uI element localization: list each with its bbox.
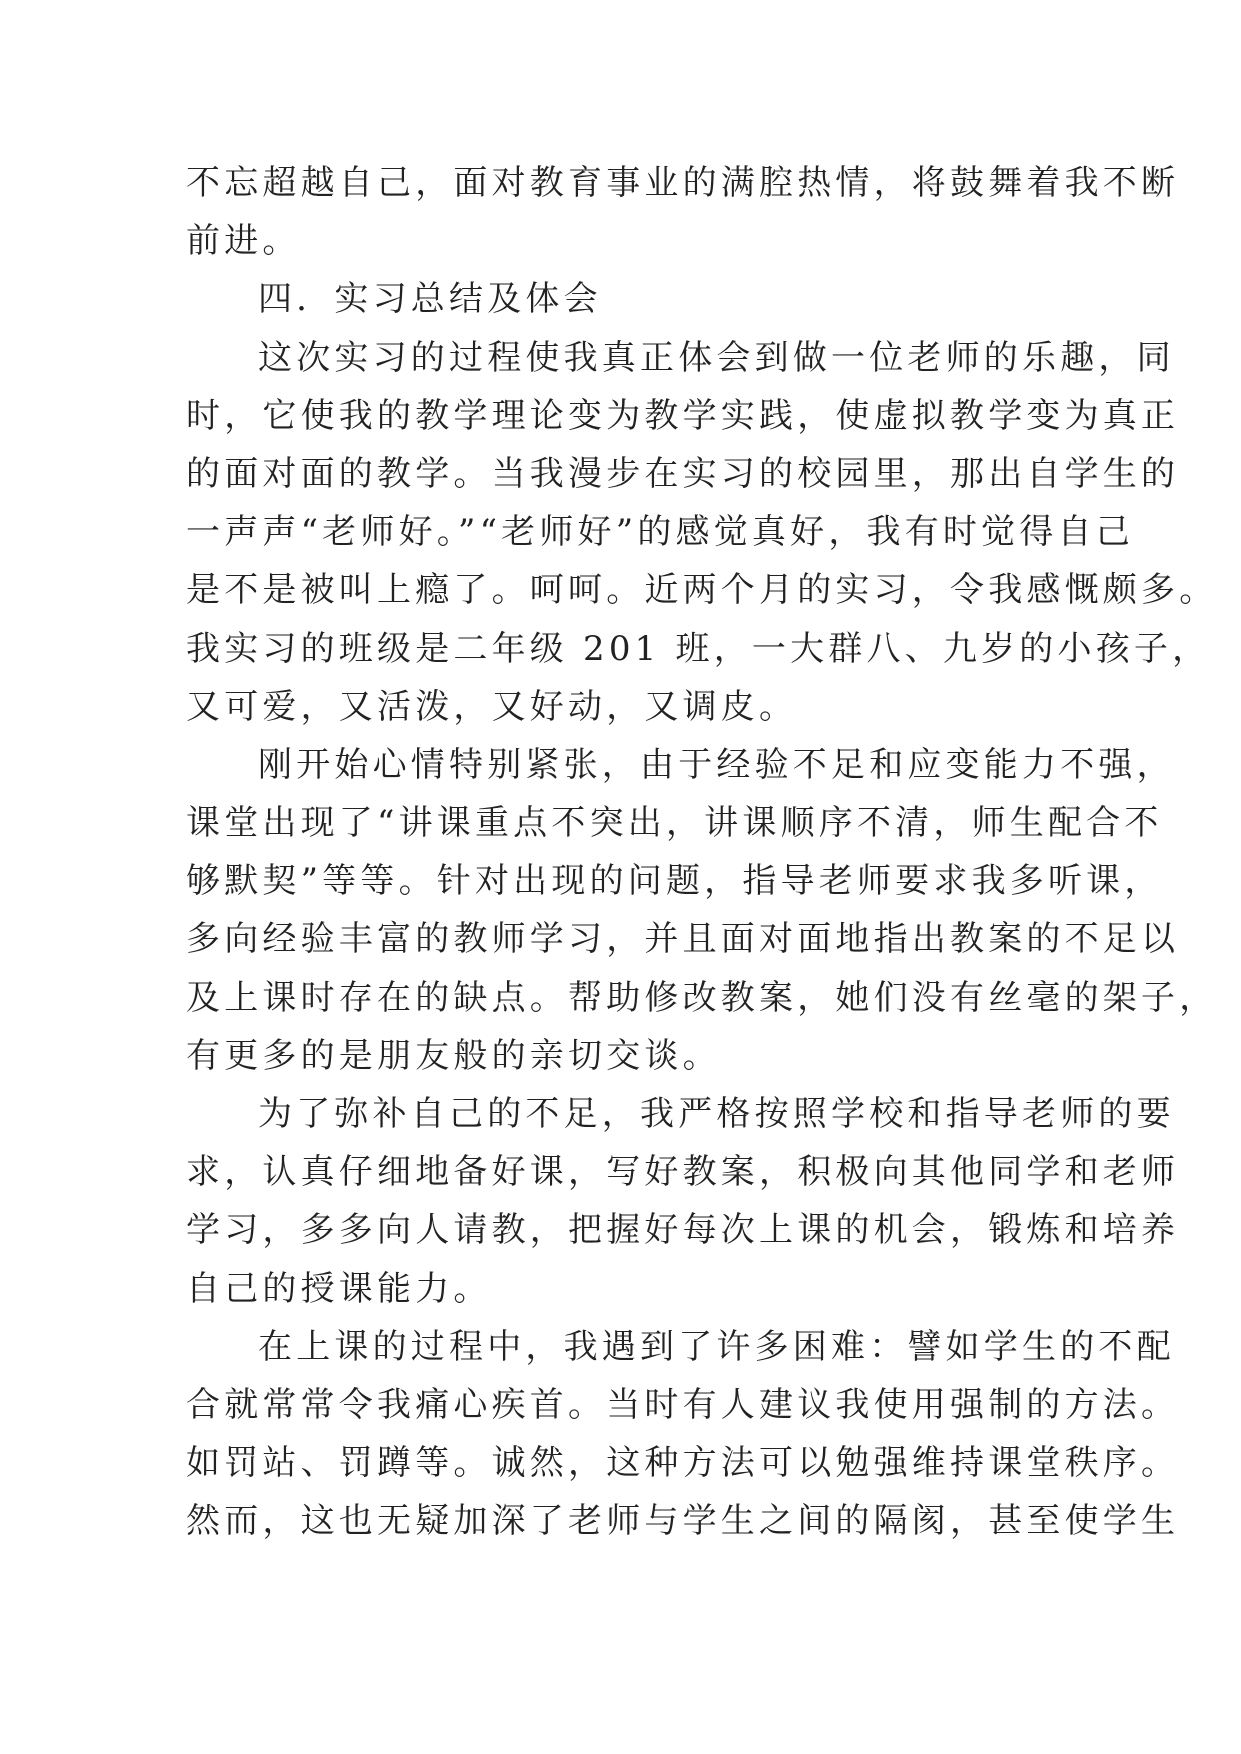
text-line: 这次实习的过程使我真正体会到做一位老师的乐趣，同 <box>258 337 1175 378</box>
text-line: 不忘超越自己，面对教育事业的满腔热情，将鼓舞着我不断 <box>186 163 1180 203</box>
text-line: 为了弥补自己的不足，我严格按照学校和指导老师的要 <box>258 1094 1175 1134</box>
text-line: 四．实习总结及体会 <box>258 279 602 320</box>
text-line: 学习，多多向人请教，把握好每次上课的机会，锻炼和培养 <box>186 1210 1180 1251</box>
text-line: 前进。 <box>186 221 301 262</box>
text-line: 是不是被叫上瘾了。呵呵。近两个月的实习，令我感慨颇多。 <box>186 570 1218 611</box>
text-line: 如罚站、罚蹲等。诚然，这种方法可以勉强维持课堂秩序。 <box>186 1443 1180 1484</box>
text-line: 够默契”等等。针对出现的问题，指导老师要求我多听课， <box>186 861 1163 902</box>
text-line: 的面对面的教学。当我漫步在实习的校园里，那出自学生的 <box>186 453 1180 494</box>
text-line: 又可爱，又活泼，又好动，又调皮。 <box>186 686 798 727</box>
text-line: 及上课时存在的缺点。帮助修改教案，她们没有丝毫的架子， <box>186 977 1218 1018</box>
text-line: 我实习的班级是二年级 201 班，一大群八、九岁的小孩子， <box>186 628 1211 669</box>
text-line: 一声声“老师好。”“老师好”的感觉真好，我有时觉得自己 <box>186 512 1134 553</box>
text-line: 时，它使我的教学理论变为教学实践，使虚拟教学变为真正 <box>186 395 1180 436</box>
text-line: 然而，这也无疑加深了老师与学生之间的隔阂，甚至使学生 <box>186 1501 1180 1542</box>
text-line: 多向经验丰富的教师学习，并且面对面地指出教案的不足以 <box>186 919 1180 960</box>
text-line: 合就常常令我痛心疾首。当时有人建议我使用强制的方法。 <box>186 1384 1180 1425</box>
document-body <box>186 154 1218 1551</box>
text-line: 刚开始心情特别紧张，由于经验不足和应变能力不强， <box>258 744 1175 785</box>
text-line: 求，认真仔细地备好课，写好教案，积极向其他同学和老师 <box>186 1152 1180 1193</box>
text-line: 有更多的是朋友般的亲切交谈。 <box>186 1035 721 1076</box>
text-line: 在上课的过程中，我遇到了许多困难：譬如学生的不配 <box>258 1326 1175 1367</box>
text-line: 课堂出现了“讲课重点不突出，讲课顺序不清，师生配合不 <box>186 803 1163 844</box>
text-line: 自己的授课能力。 <box>186 1268 492 1309</box>
